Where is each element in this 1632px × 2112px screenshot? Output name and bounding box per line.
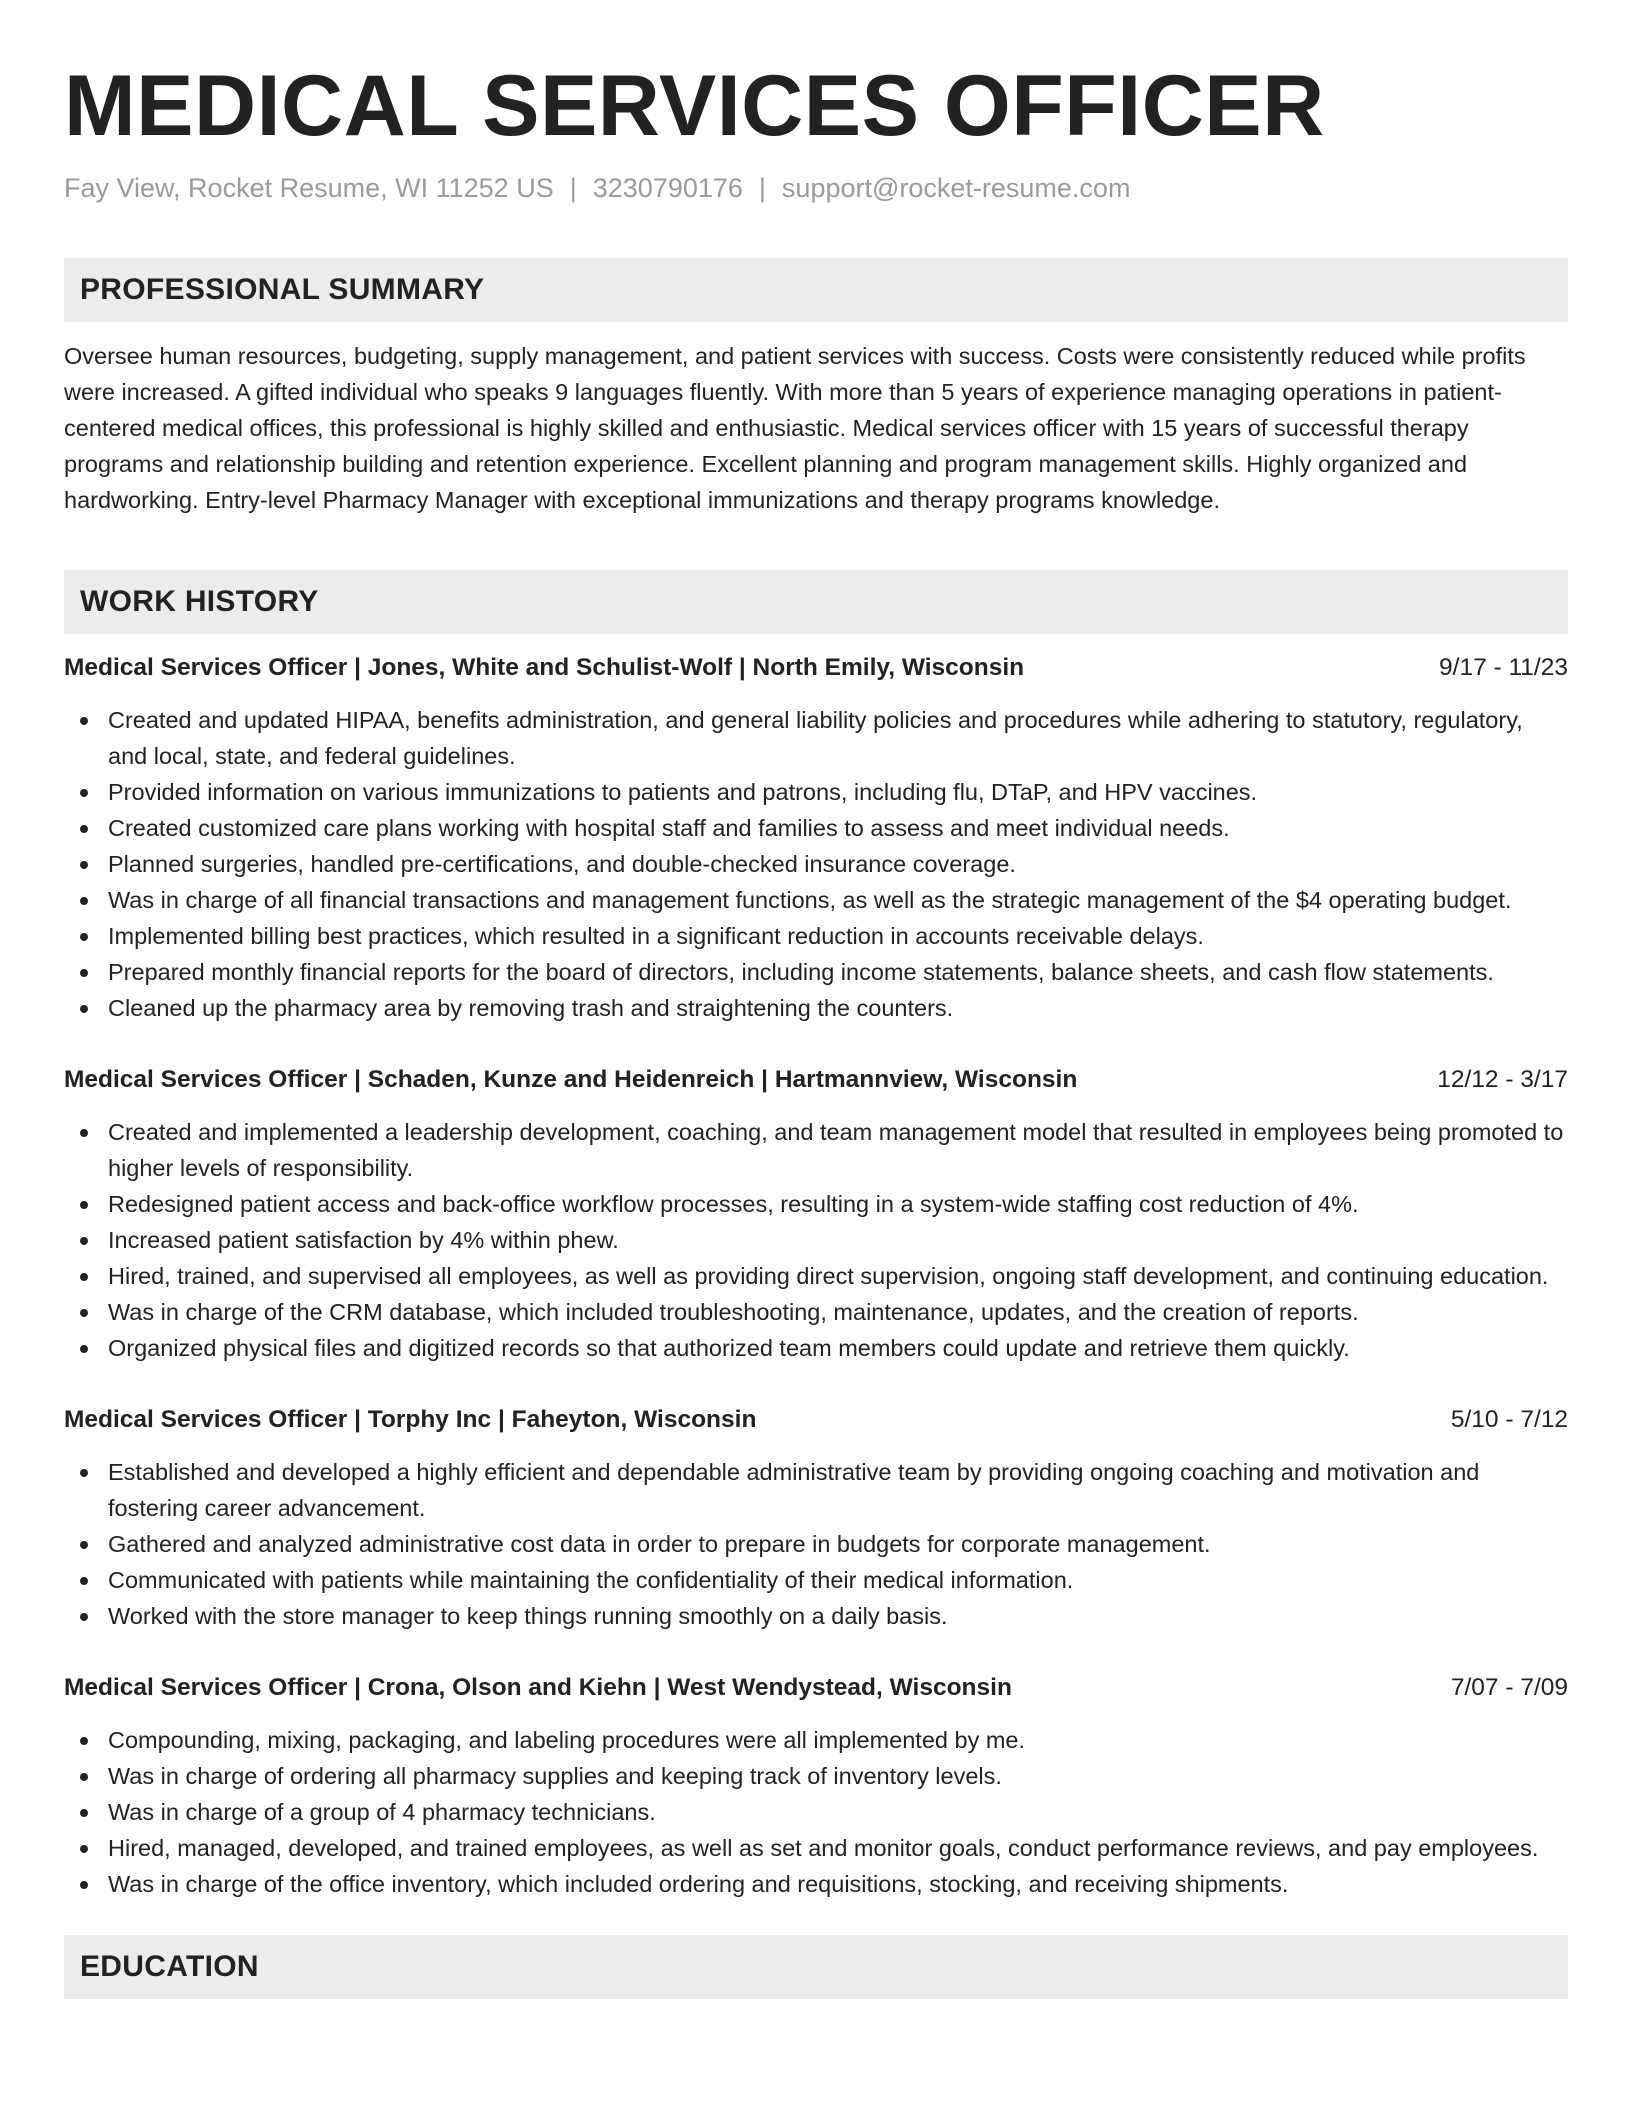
- contact-line: [64, 170, 1568, 206]
- job-bullet: Planned surgeries, handled pre-certifications, and double-checked insurance coverage.: [64, 846, 1568, 882]
- section-header-summary: PROFESSIONAL SUMMARY: [64, 258, 1568, 322]
- job-bullet: Was in charge of the CRM database, which included troubleshooting, maintenance, updates, and the creation of reports.: [64, 1294, 1568, 1330]
- contact-address: Fay View, Rocket Resume, WI 11252 US: [64, 173, 554, 203]
- job-title: Medical Services Officer | Jones, White and Schulist-Wolf | North Emily, Wisconsin: [64, 654, 1025, 681]
- job-bullet: Was in charge of the office inventory, which included ordering and requisitions, stocking, and receiving shipments.: [64, 1866, 1568, 1902]
- job-dates: 12/12 - 3/17: [1437, 1066, 1568, 1093]
- job-bullet: Increased patient satisfaction by 4% within phew.: [64, 1222, 1568, 1258]
- section-header-work-history: WORK HISTORY: [64, 570, 1568, 634]
- contact-separator: |: [569, 173, 577, 203]
- job-bullet: Gathered and analyzed administrative cost data in order to prepare in budgets for corporate management.: [64, 1526, 1568, 1562]
- job-bullet: Worked with the store manager to keep things running smoothly on a daily basis.: [64, 1598, 1568, 1634]
- job-bullet: Implemented billing best practices, which resulted in a significant reduction in accounts receivable delays.: [64, 918, 1568, 954]
- job-bullets: [64, 1722, 1568, 1902]
- job-bullet: Created and implemented a leadership development, coaching, and team management model that resulted in employees being promoted to higher levels of responsibility.: [64, 1114, 1568, 1186]
- job-bullets: [64, 1454, 1568, 1634]
- contact-phone: 3230790176: [592, 173, 743, 203]
- job-title: Medical Services Officer | Schaden, Kunze and Heidenreich | Hartmannview, Wisconsin: [64, 1066, 1078, 1093]
- job-bullet: Was in charge of ordering all pharmacy supplies and keeping track of inventory levels.: [64, 1758, 1568, 1794]
- job-dates: 9/17 - 11/23: [1439, 654, 1568, 681]
- job-bullet: Organized physical files and digitized records so that authorized team members could update and retrieve them quickly.: [64, 1330, 1568, 1366]
- job-dates: 5/10 - 7/12: [1450, 1406, 1568, 1433]
- job-entry: [64, 1064, 1568, 1366]
- job-bullet: Was in charge of a group of 4 pharmacy technicians.: [64, 1794, 1568, 1830]
- job-bullet: Provided information on various immunizations to patients and patrons, including flu, DTaP, and HPV vaccines.: [64, 774, 1568, 810]
- resume-title: MEDICAL SERVICES OFFICER: [64, 58, 1325, 154]
- job-dates: 7/07 - 7/09: [1450, 1674, 1568, 1701]
- job-header: [64, 1064, 1568, 1096]
- job-bullet: Hired, trained, and supervised all employees, as well as providing direct supervision, ongoing staff development, and continuing education.: [64, 1258, 1568, 1294]
- job-header: [64, 1404, 1568, 1436]
- section-header-education: EDUCATION: [64, 1935, 1568, 1999]
- job-bullet: Established and developed a highly efficient and dependable administrative team by providing ongoing coaching and motivation and fostering career advancement.: [64, 1454, 1568, 1526]
- job-bullet: Created customized care plans working with hospital staff and families to assess and meet individual needs.: [64, 810, 1568, 846]
- job-bullet: Hired, managed, developed, and trained employees, as well as set and monitor goals, conduct performance reviews, and pay employees.: [64, 1830, 1568, 1866]
- job-bullets: [64, 1114, 1568, 1366]
- job-header: [64, 1672, 1568, 1704]
- job-bullet: Compounding, mixing, packaging, and labeling procedures were all implemented by me.: [64, 1722, 1568, 1758]
- job-title: Medical Services Officer | Crona, Olson and Kiehn | West Wendystead, Wisconsin: [64, 1674, 1012, 1701]
- job-header: [64, 652, 1568, 684]
- job-bullets: [64, 702, 1568, 1026]
- job-bullet: Created and updated HIPAA, benefits administration, and general liability policies and procedures while adhering to statutory, regulatory, and local, state, and federal guidelines.: [64, 702, 1568, 774]
- job-entry: [64, 652, 1568, 1026]
- job-bullet: Redesigned patient access and back-office workflow processes, resulting in a system-wide staffing cost reduction of 4%.: [64, 1186, 1568, 1222]
- contact-separator: |: [758, 173, 766, 203]
- contact-email: support@rocket-resume.com: [781, 173, 1131, 203]
- job-bullet: Prepared monthly financial reports for the board of directors, including income statements, balance sheets, and cash flow statements.: [64, 954, 1568, 990]
- job-title: Medical Services Officer | Torphy Inc | Faheyton, Wisconsin: [64, 1406, 757, 1433]
- summary-text: Oversee human resources, budgeting, supply management, and patient services with success. Costs were consistently reduced while profits were increased. A gifted individual who speaks 9 languages fluently. With more than 5 years of experience managing operations in patient-centered medical offices, this professional is highly skilled and enthusiastic. Medical services officer with 15 years of successful therapy programs and relationship building and retention experience. Excellent planning and program management skills. Highly organized and hardworking. Entry-level Pharmacy Manager with exceptional immunizations and therapy programs knowledge.: [64, 343, 1526, 513]
- job-bullet: Was in charge of all financial transactions and management functions, as well as the strategic management of the $4 operating budget.: [64, 882, 1568, 918]
- job-bullet: Cleaned up the pharmacy area by removing trash and straightening the counters.: [64, 990, 1568, 1026]
- job-entry: [64, 1672, 1568, 1902]
- job-entry: [64, 1404, 1568, 1634]
- job-bullet: Communicated with patients while maintaining the confidentiality of their medical information.: [64, 1562, 1568, 1598]
